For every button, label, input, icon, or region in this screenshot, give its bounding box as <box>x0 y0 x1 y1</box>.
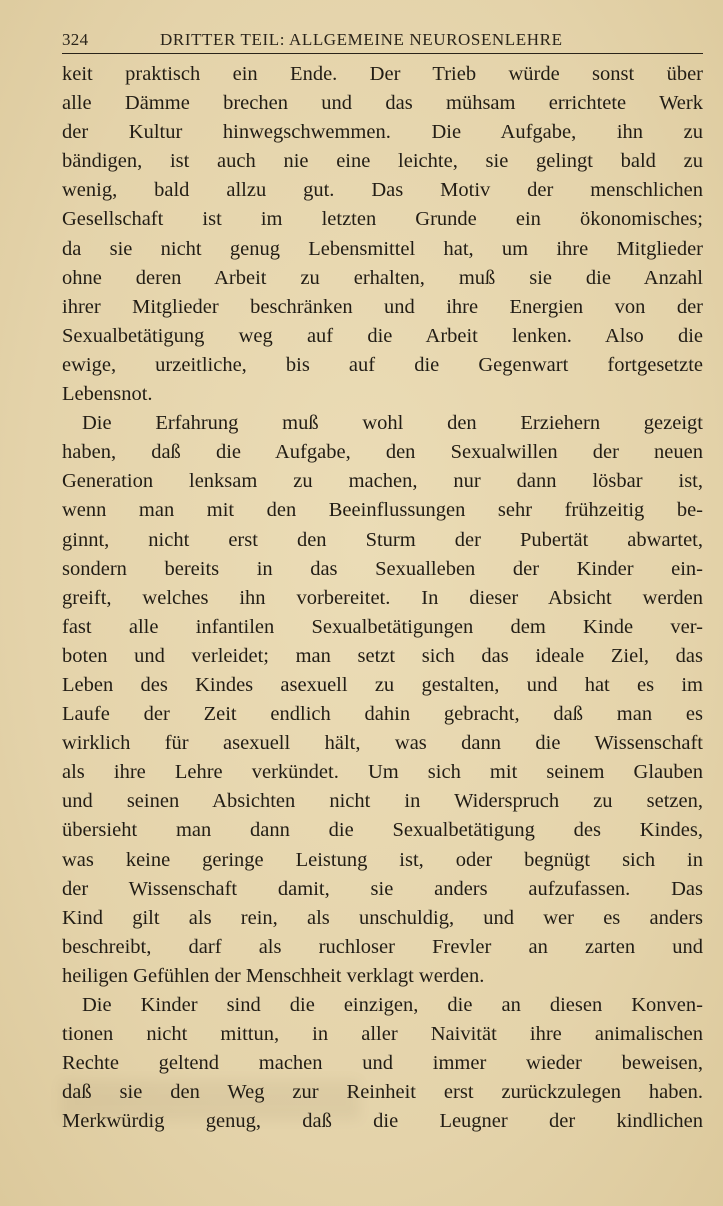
text-line: Rechte geltend machen und immer wieder beweisen, <box>62 1052 703 1075</box>
text-line: als ihre Lehre verkündet. Um sich mit seinem Glauben <box>62 761 703 784</box>
text-line: Generation lenksam zu machen, nur dann lösbar ist, <box>62 470 703 493</box>
text-line: ihrer Mitglieder beschränken und ihre Energien von der <box>62 295 703 318</box>
running-head: DRITTER TEIL: ALLGEMEINE NEUROSENLEHRE <box>160 30 563 49</box>
header-rule <box>62 53 703 54</box>
text-line: Sexualbetätigung weg auf die Arbeit lenken. Also die <box>62 324 703 347</box>
text-line: boten und verleidet; man setzt sich das ideale Ziel, das <box>62 644 703 667</box>
page-header <box>62 30 703 52</box>
text-line: sondern bereits in das Sexualleben der Kinder ein- <box>62 557 703 580</box>
text-line: Gesellschaft ist im letzten Grunde ein ökonomisches; <box>62 208 703 231</box>
text-line: fast alle infantilen Sexualbetätigungen dem Kinde ver- <box>62 615 703 638</box>
text-line: alle Dämme brechen und das mühsam errichtete Werk <box>62 92 703 115</box>
text-line: der Kultur hinwegschwemmen. Die Aufgabe, ihn zu <box>62 121 703 144</box>
text-line: tionen nicht mittun, in aller Naivität ihre animalischen <box>62 1023 703 1046</box>
text-line: beschreibt, darf als ruchloser Frevler an zarten und <box>62 935 703 958</box>
text-line: ohne deren Arbeit zu erhalten, muß sie die Anzahl <box>62 266 703 289</box>
text-line: keit praktisch ein Ende. Der Trieb würde sonst über <box>62 63 703 85</box>
paragraph-end-line: Lebensnot. <box>62 383 153 406</box>
text-line: Leben des Kindes asexuell zu gestalten, und hat es im <box>62 673 703 696</box>
text-line: Laufe der Zeit endlich dahin gebracht, daß man es <box>62 703 703 726</box>
text-line: und seinen Absichten nicht in Widerspruch zu setzen, <box>62 790 703 813</box>
text-line: wirklich für asexuell hält, was dann die Wissenschaft <box>62 732 703 755</box>
text-line: ginnt, nicht erst den Sturm der Pubertät abwartet, <box>62 528 703 551</box>
text-line: was keine geringe Leistung ist, oder begnügt sich in <box>62 848 703 871</box>
paragraph-end-line: heiligen Gefühlen der Menschheit verklagt werden. <box>62 964 485 987</box>
text-line: Kind gilt als rein, als unschuldig, und wer es anders <box>62 906 703 929</box>
text-line: greift, welches ihn vorbereitet. In dieser Absicht werden <box>62 586 703 609</box>
text-line: ewige, urzeitliche, bis auf die Gegenwart fortgesetzte <box>62 353 703 376</box>
text-line: da sie nicht genug Lebensmittel hat, um ihre Mitglieder <box>62 237 703 260</box>
text-line: übersieht man dann die Sexualbetätigung des Kindes, <box>62 819 703 842</box>
text-line: wenig, bald allzu gut. Das Motiv der menschlichen <box>62 179 703 202</box>
text-line: bändigen, ist auch nie eine leichte, sie gelingt bald zu <box>62 150 703 173</box>
text-line: daß sie den Weg zur Reinheit erst zurückzulegen haben. <box>62 1081 703 1104</box>
text-line: Merkwürdig genug, daß die Leugner der kindlichen <box>62 1110 703 1133</box>
page-number: 324 <box>62 30 89 49</box>
text-line: der Wissenschaft damit, sie anders aufzufassen. Das <box>62 877 703 900</box>
paragraph-start-line: Die Erfahrung muß wohl den Erziehern gezeigt <box>82 412 703 435</box>
text-line: wenn man mit den Beeinflussungen sehr frühzeitig be- <box>62 499 703 522</box>
paragraph-start-line: Die Kinder sind die einzigen, die an diesen Konven- <box>82 994 703 1016</box>
body-text <box>62 60 703 1136</box>
text-line: haben, daß die Aufgabe, den Sexualwillen der neuen <box>62 441 703 464</box>
